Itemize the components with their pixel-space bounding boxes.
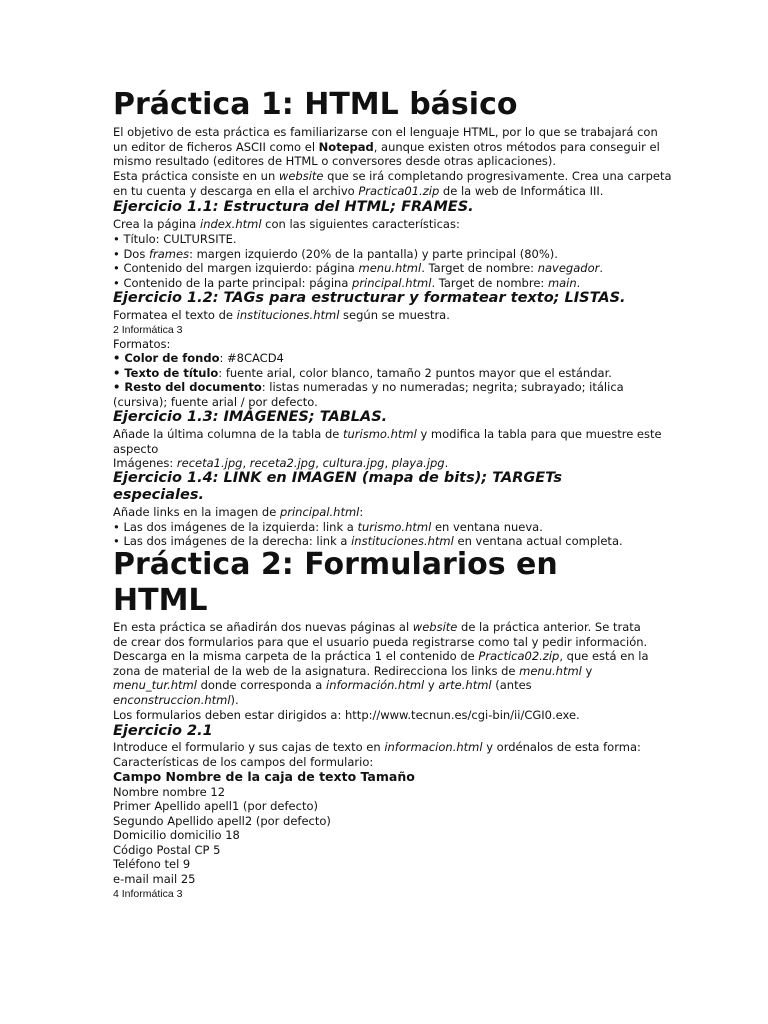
practice-2-title-line-2: HTML — [113, 583, 208, 618]
ej12-format-1: • Color de fondo: #8CACD4 — [113, 351, 284, 365]
ej11-bullet-4: • Contenido de la parte principal: página principal.html. Target de nombre: main. — [113, 276, 581, 290]
ej14-bullet-1: • Las dos imágenes de la izquierda: link a turismo.html en ventana nueva. — [113, 520, 543, 534]
p2-intro-line-4: zona de material de la web de la asignatura. Redirecciona los links de menu.html y — [113, 664, 593, 678]
practice-1-title: Práctica 1: HTML básico — [113, 87, 518, 122]
fields-table-row: Segundo Apellido apell2 (por defecto) — [113, 814, 331, 828]
page-marker: 2 Informática 3 — [113, 324, 183, 336]
p2-intro-line-5: menu_tur.html donde corresponda a información.html y arte.html (antes — [113, 678, 532, 692]
p2-intro-line-1: En esta práctica se añadirán dos nuevas páginas al website de la práctica anterior. Se trata — [113, 620, 641, 634]
p2-intro-line-2: de crear dos formularios para que el usuario pueda registrarse como tal y pedir información. — [113, 635, 648, 649]
p2-intro-line-6: enconstruccion.html). — [113, 693, 239, 707]
exercise-1-2-heading: Ejercicio 1.2: TAGs para estructurar y formatear texto; LISTAS. — [113, 290, 626, 306]
p1-intro-line-1: El objetivo de esta práctica es familiarizarse con el lenguaje HTML, por lo que se trabajará con — [113, 125, 658, 139]
ej14-line-1: Añade links en la imagen de principal.html: — [113, 505, 364, 519]
practice-2-title-line-1: Práctica 2: Formularios en — [113, 547, 558, 582]
fields-table-row: Código Postal CP 5 — [113, 843, 221, 857]
ej11-bullet-3: • Contenido del margen izquierdo: página menu.html. Target de nombre: navegador. — [113, 261, 603, 275]
exercise-1-3-heading: Ejercicio 1.3: IMÁGENES; TABLAS. — [113, 409, 388, 425]
ej21-line-1: Introduce el formulario y sus cajas de texto en informacion.html y ordénalos de esta forma: — [113, 740, 641, 754]
fields-table-row: Teléfono tel 9 — [113, 857, 191, 871]
ej11-bullet-1: • Título: CULTURSITE. — [113, 232, 237, 246]
fields-table-row: Primer Apellido apell1 (por defecto) — [113, 799, 318, 813]
p1-intro-line-5: en tu cuenta y descarga en ella el archivo Practica01.zip de la web de Informática III. — [113, 184, 604, 198]
ej13-images-line: Imágenes: receta1.jpg, receta2.jpg, cultura.jpg, playa.jpg. — [113, 456, 449, 470]
exercise-1-4-heading-line-1: Ejercicio 1.4: LINK en IMAGEN (mapa de bits); TARGETs — [113, 470, 562, 486]
ej14-bullet-2: • Las dos imágenes de la derecha: link a instituciones.html en ventana actual completa. — [113, 534, 623, 548]
ej12-formatos-label: Formatos: — [113, 337, 171, 351]
p1-intro-line-4: Esta práctica consiste en un website que se irá completando progresivamente. Crea una carpeta — [113, 169, 672, 183]
ej11-bullet-2: • Dos frames: margen izquierdo (20% de la pantalla) y parte principal (80%). — [113, 247, 558, 261]
p2-intro-line-3: Descarga en la misma carpeta de la práctica 1 el contenido de Practica02.zip, que está en la — [113, 649, 649, 663]
p2-intro-line-7: Los formularios deben estar dirigidos a: http://www.tecnun.es/cgi-bin/ii/CGI0.exe. — [113, 708, 580, 722]
p1-intro-line-2: un editor de ficheros ASCII como el Notepad, aunque existen otros métodos para conseguir el — [113, 140, 660, 154]
ej11-line-1: Crea la página index.html con las siguientes características: — [113, 217, 460, 231]
ej12-line-1: Formatea el texto de instituciones.html según se muestra. — [113, 308, 450, 322]
page-marker: 4 Informática 3 — [113, 888, 183, 900]
ej13-line-2: aspecto — [113, 442, 159, 456]
ej13-line-1: Añade la última columna de la tabla de turismo.html y modifica la tabla para que muestre este — [113, 427, 662, 441]
ej12-format-2: • Texto de título: fuente arial, color blanco, tamaño 2 puntos mayor que el estándar. — [113, 366, 612, 380]
ej12-format-3-cont: (cursiva); fuente arial / por defecto. — [113, 395, 318, 409]
fields-table-row: Domicilio domicilio 18 — [113, 828, 240, 842]
fields-table-row: e-mail mail 25 — [113, 872, 196, 886]
p1-intro-line-3: mismo resultado (editores de HTML o conversores desde otras aplicaciones). — [113, 154, 557, 168]
fields-table-header: Campo Nombre de la caja de texto Tamaño — [113, 769, 415, 784]
ej21-line-2: Características de los campos del formulario: — [113, 755, 374, 769]
exercise-2-1-heading: Ejercicio 2.1 — [113, 723, 213, 739]
ej12-format-3: • Resto del documento: listas numeradas y no numeradas; negrita; subrayado; itálica — [113, 380, 624, 394]
exercise-1-1-heading: Ejercicio 1.1: Estructura del HTML; FRAMES. — [113, 199, 474, 215]
exercise-1-4-heading-line-2: especiales. — [113, 487, 204, 503]
fields-table-row: Nombre nombre 12 — [113, 785, 226, 799]
